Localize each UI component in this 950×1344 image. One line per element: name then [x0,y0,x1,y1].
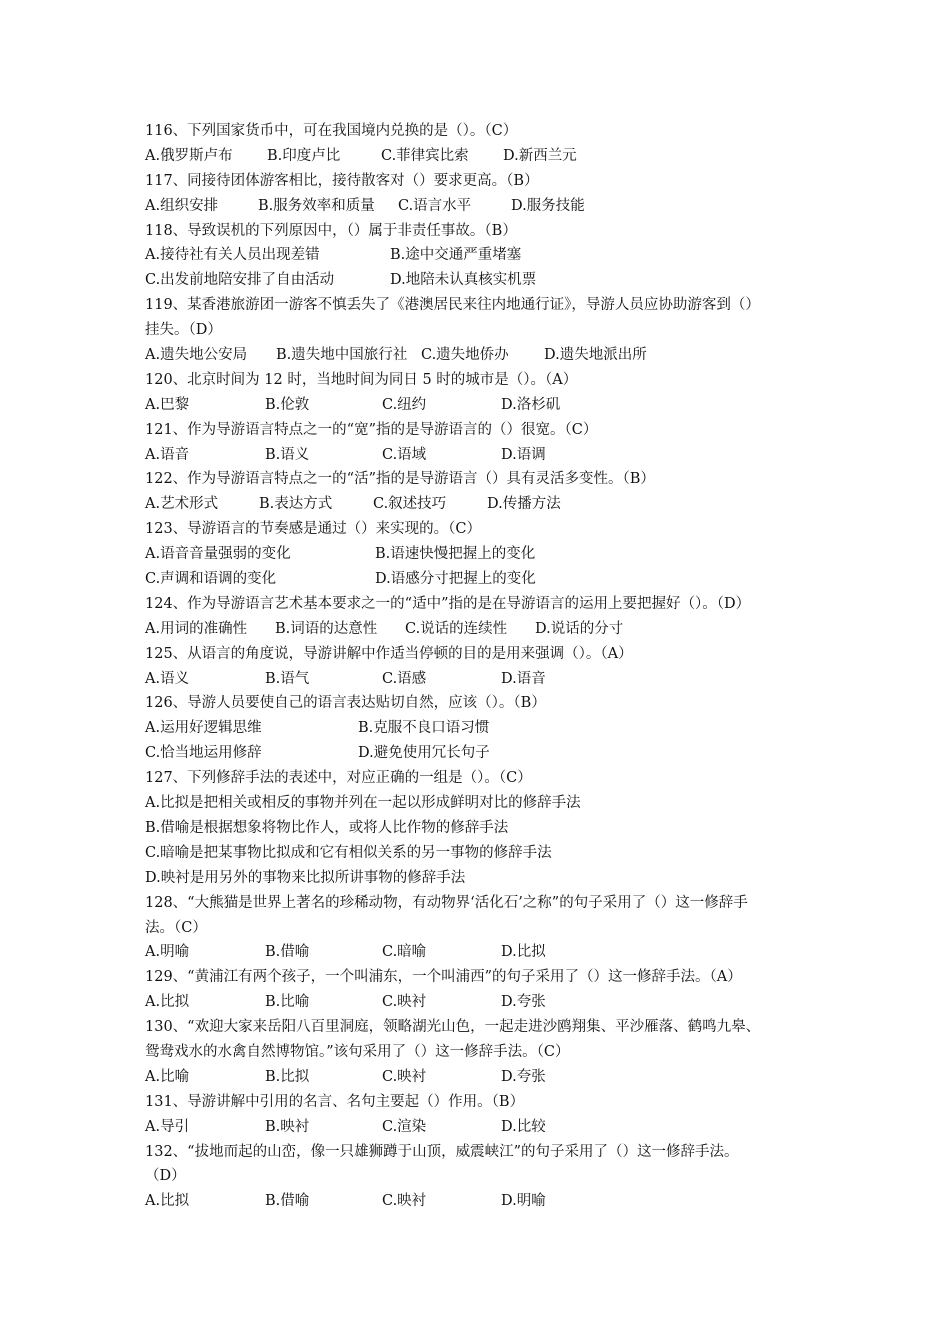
question-stem: 124、作为导游语言艺术基本要求之一的“适中”指的是在导游语言的运用上要把握好（）。（D） [145,595,751,612]
options-row [145,940,815,965]
options-row [145,866,815,891]
option-b: B.遗失地中国旅行社 [276,347,408,364]
option-c: C.映衬 [382,994,427,1011]
question-stem: 128、“大熊猫是世界上著名的珍稀动物，有动物界‘活化石’之称”的句子采用了（）这一修辞手 [145,894,748,911]
option-d: D.语音 [501,670,546,687]
options-row [145,542,815,567]
option-a: A.组织安排 [145,197,219,214]
options-row [145,194,815,219]
option-a: D.映衬是用另外的事物来比拟所讲事物的修辞手法 [145,869,466,886]
option-a: C.恰当地运用修辞 [145,745,262,762]
option-c: C.映衬 [382,1193,427,1210]
option-d: D.说话的分寸 [535,620,624,637]
option-b: B.伦敦 [265,396,310,413]
question-list [145,119,815,1214]
option-d: D.语调 [501,446,546,463]
option-d: D.比较 [501,1118,546,1135]
options-row [145,343,815,368]
option-d: D.遗失地派出所 [544,347,647,364]
options-row [145,243,815,268]
option-a: A.比喻 [145,1068,190,1085]
option-a: A.比拟 [145,1193,190,1210]
option-a: A.语音 [145,446,190,463]
option-b: B.借喻 [265,944,310,961]
question-stem: 121、作为导游语言特点之一的“宽”指的是导游语言的（）很宽。（C） [145,421,598,438]
option-c: C.语感 [382,670,427,687]
options-row [145,741,815,766]
option-c: C.纽约 [382,396,427,413]
option-d: D.传播方法 [487,496,561,513]
option-a: A.艺术形式 [145,496,219,513]
options-row [145,1115,815,1140]
options-row [145,990,815,1015]
option-a: A.明喻 [145,944,190,961]
option-c: C.暗喻 [382,944,427,961]
question-stem: 119、某香港旅游团一游客不慎丢失了《港澳居民来往内地通行证》，导游人员应协助游客到（） [145,297,760,314]
options-row [145,492,815,517]
option-a: A.巴黎 [145,396,190,413]
option-d: D.夸张 [501,1068,546,1085]
question-stem: 120、北京时间为 12 时，当地时间为同日 5 时的城市是（）。（A） [145,371,578,388]
question-stem-continuation: （D） [145,1168,186,1185]
option-c: C.叙述技巧 [373,496,447,513]
option-a: A.用词的准确性 [145,620,248,637]
option-b: B.克服不良口语习惯 [358,720,490,737]
question-stem-continuation: 挂失。（D） [145,322,222,339]
question-stem: 131、导游讲解中引用的名言、名句主要起（）作用。（B） [145,1093,525,1110]
option-d: D.洛杉矶 [501,396,561,413]
option-d: D.服务技能 [511,197,585,214]
option-c: C.说话的连续性 [405,620,508,637]
question-stem: 117、同接待团体游客相比，接待散客对（）要求更高。（B） [145,172,539,189]
option-a: A.运用好逻辑思维 [145,720,262,737]
options-row [145,716,815,741]
option-b: B.语气 [265,670,310,687]
option-b: B.借喻 [265,1193,310,1210]
option-a: A.语音音量强弱的变化 [145,546,291,563]
option-a: C.声调和语调的变化 [145,571,277,588]
option-a: B.借喻是根据想象将物比作人，或将人比作物的修辞手法 [145,819,509,836]
option-c: C.渲染 [382,1118,427,1135]
option-a: A.比拟 [145,994,190,1011]
option-b: D.避免使用冗长句子 [358,745,490,762]
option-d: D.新西兰元 [503,147,577,164]
option-b: D.地陪未认真核实机票 [390,272,537,289]
option-c: C.语域 [382,446,427,463]
options-row [145,667,815,692]
question-stem: 127、下列修辞手法的表述中，对应正确的一组是（）。（C） [145,770,532,787]
options-row [145,443,815,468]
option-a: A.比拟是把相关或相反的事物并列在一起以形成鲜明对比的修辞手法 [145,795,581,812]
options-row [145,1189,815,1214]
options-row [145,567,815,592]
option-b: B.表达方式 [259,496,333,513]
question-stem: 129、“黄浦江有两个孩子，一个叫浦东，一个叫浦西”的句子采用了（）这一修辞手法。（A） [145,969,742,986]
option-b: B.途中交通严重堵塞 [390,247,522,264]
options-row [145,393,815,418]
option-b: B.词语的达意性 [275,620,378,637]
option-a: A.俄罗斯卢布 [145,147,233,164]
options-row [145,791,815,816]
option-a: A.遗失地公安局 [145,347,248,364]
options-row [145,617,815,642]
options-row [145,1065,815,1090]
question-stem-continuation: 法。（C） [145,919,207,936]
question-stem: 123、导游语言的节奏感是通过（）来实现的。（C） [145,521,482,538]
option-d: D.夸张 [501,994,546,1011]
question-stem: 122、作为导游语言特点之一的“活”指的是导游语言（）具有灵活多变性。（B） [145,471,655,488]
option-a: A.导引 [145,1118,190,1135]
options-row [145,144,815,169]
options-row [145,268,815,293]
options-row [145,816,815,841]
question-stem: 125、从语言的角度说，导游讲解中作适当停顿的目的是用来强调（）。（A） [145,645,633,662]
option-c: C.映衬 [382,1068,427,1085]
option-a: A.语义 [145,670,190,687]
options-row [145,841,815,866]
option-a: A.接待社有关人员出现差错 [145,247,320,264]
question-stem: 130、“欢迎大家来岳阳八百里洞庭，领略湖光山色，一起走进沙鸥翔集、平沙雁落、鹤鸣九皋、 [145,1019,761,1036]
option-d: D.比拟 [501,944,546,961]
question-stem: 126、导游人员要使自己的语言表达贴切自然，应该（）。（B） [145,695,546,712]
option-b: B.映衬 [265,1118,310,1135]
question-stem: 132、“拔地而起的山峦，像一只雄狮蹲于山顶，威震峡江”的句子采用了（）这一修辞手法。 [145,1143,739,1160]
option-b: D.语感分寸把握上的变化 [375,571,536,588]
option-a: C.出发前地陪安排了自由活动 [145,272,335,289]
option-a: C.暗喻是把某事物比拟成和它有相似关系的另一事物的修辞手法 [145,844,552,861]
option-c: C.菲律宾比索 [381,147,469,164]
option-d: D.明喻 [501,1193,546,1210]
question-stem: 118、导致误机的下列原因中，（）属于非责任事故。（B） [145,222,517,239]
option-c: C.语言水平 [398,197,472,214]
option-b: B.比喻 [265,994,310,1011]
option-c: C.遗失地侨办 [421,347,509,364]
option-b: B.语义 [265,446,310,463]
option-b: B.服务效率和质量 [258,197,375,214]
option-b: B.语速快慢把握上的变化 [375,546,536,563]
option-b: B.比拟 [265,1068,310,1085]
question-stem: 116、下列国家货币中，可在我国境内兑换的是（）。（C） [145,123,518,139]
option-b: B.印度卢比 [267,147,341,164]
question-stem-continuation: 鸳鸯戏水的水禽自然博物馆。”该句采用了（）这一修辞手法。（C） [145,1043,570,1060]
